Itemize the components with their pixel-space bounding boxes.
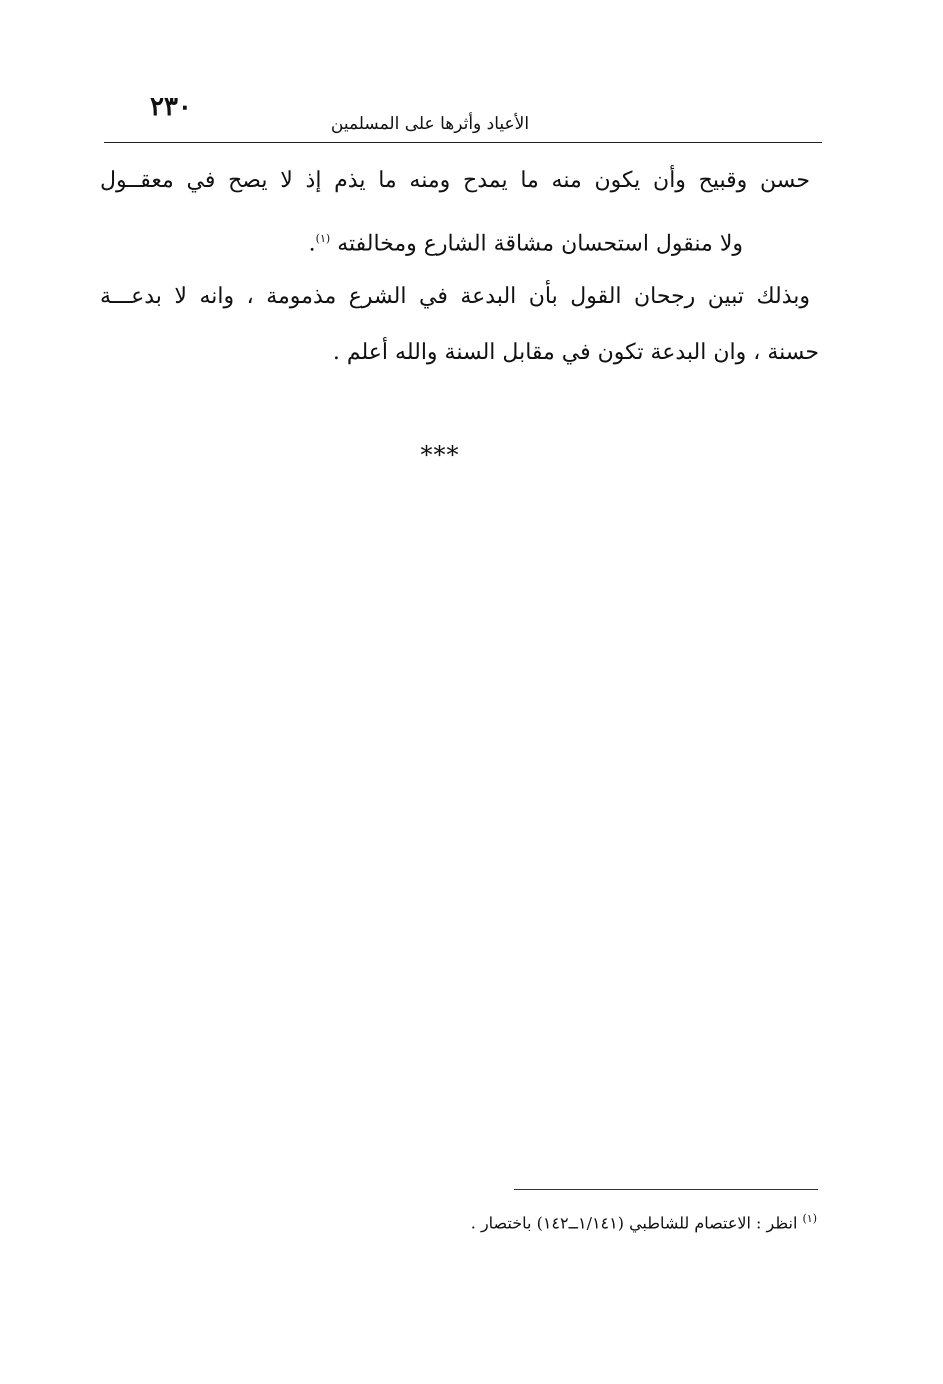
header-rule (104, 142, 822, 143)
footnote-marker: (١) (802, 1212, 817, 1225)
footnote-text: انظر : الاعتصام للشاطبي (١/١٤١ــ١٤٢) باختصار . (470, 1213, 798, 1233)
page-number: ٢٣٠ (150, 92, 192, 122)
body-line-1: حسن وقبيح وأن يكون منه ما يمدح ومنه ما يذم إذ لا يصح في معقــول (100, 168, 810, 193)
body-line-4: حسنة ، وان البدعة تكون في مقابل السنة والله أعلم . (332, 340, 819, 365)
footnote-reference[interactable]: (١) (315, 232, 331, 245)
footnote-rule (514, 1189, 818, 1190)
body-line-2 (309, 224, 743, 259)
line-2-period: . (308, 231, 316, 257)
body-line-3: وبذلك تبين رجحان القول بأن البدعة في الشرع مذمومة ، وانه لا بدعـــة (100, 284, 810, 309)
body-line-2-text: ولا منقول استحسان مشاقة الشارع ومخالفته (337, 231, 743, 257)
footnote (471, 1212, 817, 1232)
section-separator: *** (420, 441, 460, 469)
running-title: الأعياد وأثرها على المسلمين (330, 114, 530, 134)
